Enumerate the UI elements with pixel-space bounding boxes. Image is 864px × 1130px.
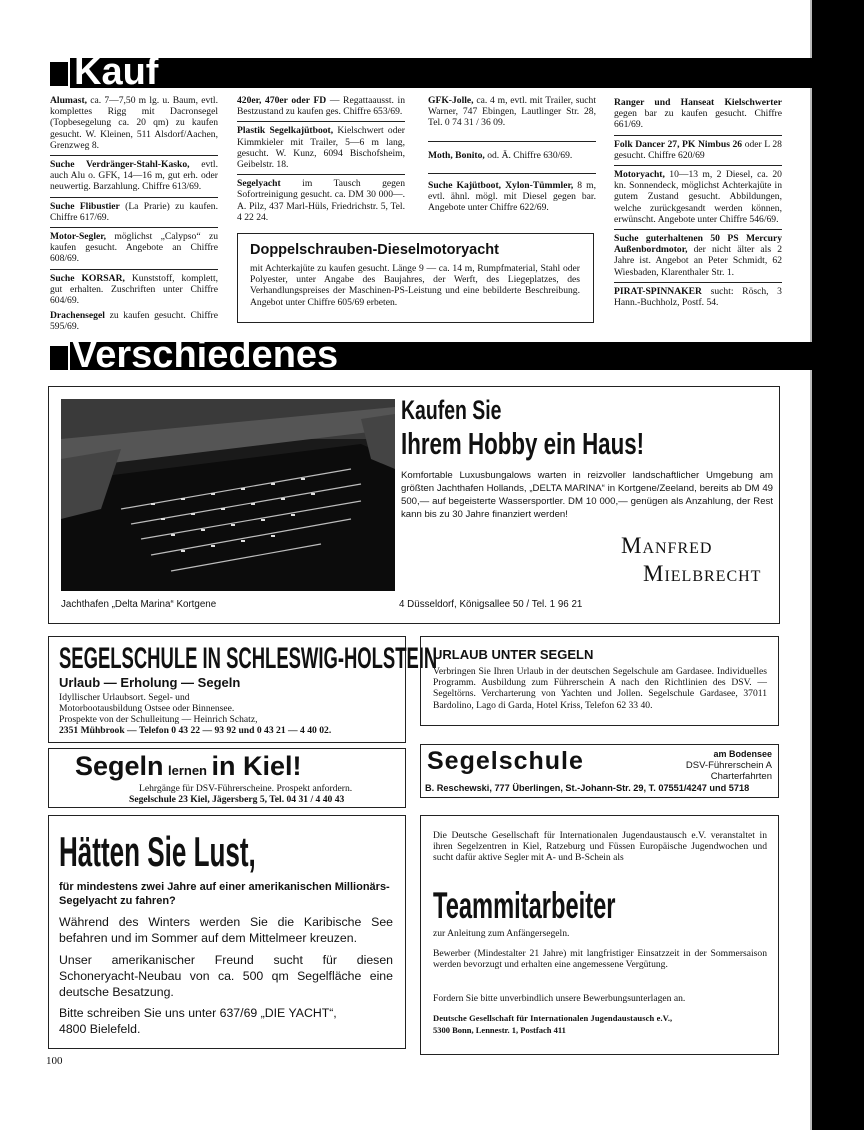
ad-title: Doppelschrauben-Dieselmotoryacht: [250, 242, 499, 258]
classified-ad: 420er, 470er oder FD — Regattaausst. in Bestzustand zu kaufen ges. Chiffre 653/69.: [237, 95, 405, 118]
ad-title: Segelschule: [427, 747, 584, 775]
ad-intro: Die Deutsche Gesellschaft für Internationalen Jugendaustausch e.V. veranstaltet in ihren Segelzentren in Kiel, Ratzeburg und Füssen Europäische Jugendwochen und sucht dafür aktive Segler mit A- und B-Schein als: [433, 830, 767, 864]
ad-title: Teammitarbeiter: [433, 885, 616, 926]
ad-text: Prospekte von der Schulleitung — Heinrich Schatz,: [59, 714, 258, 725]
ad-text: am Bodensee: [713, 749, 772, 759]
ad-text: Lehrgänge für DSV-Führerscheine. Prospekt anfordern.: [139, 783, 353, 794]
ad-text: DSV-Führerschein A: [685, 760, 772, 771]
classified-ad: GFK-Jolle, ca. 4 m, evtl. mit Trailer, sucht Warner, 747 Ebingen, Lautlinger Str. 28, Tel. 0 74 31 / 36 09.: [428, 95, 596, 129]
page-edge-line: [810, 0, 812, 1130]
page-number: 100: [46, 1055, 63, 1067]
schleswig-holstein-ad: [48, 636, 438, 743]
ad-text: Idyllischer Urlaubsort. Segel- und: [59, 692, 190, 703]
ad-text: zur Anleitung zum Anfängersegeln.: [433, 928, 570, 939]
classified-ad: Suche Kajütboot, Xylon-Tümmler, 8 m, evtl. ähnl. mögl. mit Diesel gegen bar. Angebote unter Chiffre 622/69.: [428, 179, 596, 214]
section-marker: [50, 62, 68, 86]
ad-text: Motorbootausbildung Ostsee oder Binnensee.: [59, 703, 235, 714]
delta-marina-ad: [48, 386, 780, 624]
classified-ad: Suche KORSAR, Kunststoff, komplett, gut erhalten. Zuschriften unter Chiffre 604/69.: [50, 272, 219, 307]
ad-lead: für mindestens zwei Jahre auf einer amerikanischen Millionärs-Segelyacht zu fahren?: [59, 881, 390, 907]
ad-text: 4800 Bielefeld.: [59, 1022, 141, 1036]
ad-text: Charterfahrten: [710, 771, 772, 782]
ad-title: SEGELSCHULE IN SCHLESWIG-HOLSTEIN: [59, 642, 438, 675]
hatten-sie-lust-ad: [48, 815, 406, 1049]
classified-ad: Motor-Segler, möglichst „Calypso“ zu kaufen gesucht. Angebote an Chiffre 608/69.: [50, 231, 218, 265]
page-edge: [812, 0, 864, 1130]
kauf-header-bar: [70, 58, 812, 88]
classified-ad: Folk Dancer 27, PK Nimbus 26 oder L 28 gesucht. Chiffre 620/69: [614, 138, 782, 161]
classified-ad: Alumast, ca. 7—7,50 m lg. u. Baum, evtl. komplettes Rigg mit Dacronsegel (Topbesegelung ca. 20 qm) zu kaufen gesucht. W. Kleinen, 511 Alsdorf/Aachen, Grenzweg 8.: [50, 95, 218, 151]
segelschule-bodensee-ad: [420, 744, 779, 798]
ad-text: Bewerber (Mindestalter 21 Jahre) mit langfristiger Einsatzzeit in der Sommersaison werden bevorzugt und erhalten eine angemessene Vergütung.: [433, 948, 767, 971]
kauf-column-2: [237, 95, 405, 227]
kauf-column-4: [614, 97, 782, 312]
classified-ad: Suche Verdränger-Stahl-Kasko, evtl. auch Alu o. GFK, 14—16 m, gut erh. oder neuwertig. Barzahlung. Chiffre 613/69.: [50, 159, 218, 193]
ad-address: Deutsche Gesellschaft für Internationalen Jugendaustausch e.V.,: [433, 1013, 673, 1023]
kiel-headline: Segeln lernen in Kiel!: [75, 751, 302, 781]
ad-address: B. Reschewski, 777 Überlingen, St.-Johann-Str. 29, T. 07551/4247 und 5718: [425, 783, 750, 793]
urlaub-unter-segeln-ad: [420, 636, 779, 726]
classified-ad: Suche guterhaltenen 50 PS Mercury Außenbordmotor, der nicht älter als 2 Jahre ist. Angebot an Peter Schmidt, 62 Wiesbaden, Klarenthaler Str. 1.: [614, 233, 782, 278]
hobby-body: Komfortable Luxusbungalows warten in reizvoller landschaftlicher Umgebung am größten Jachthafen Hollands, „DELTA MARINA“ in Kortgene/Zeeland, bereits ab DM 49 500,— auf begeisterte Wassersportler. DM 10 000,— genügen als Anzahlung, der Rest kann bis zu 30 Jahre finanziert werden!: [401, 470, 773, 520]
classified-ad: Segelyacht im Tausch gegen Sofortreinigung gesucht. ca. DM 30 000—. A. Pilz, 437 Marl-Hüls, Friedrichstr. 5, Tel. 4 22 24.: [237, 178, 405, 223]
advertiser-address: 4 Düsseldorf, Königsallee 50 / Tel. 1 96 21: [399, 599, 583, 610]
classified-ad: PIRAT-SPINNAKER sucht: Rösch, 3 Hann.-Buchholz, Postf. 54.: [614, 285, 782, 309]
kauf-heading: Kauf: [74, 51, 159, 93]
ad-text: Segelschule 23 Kiel, Jägersberg 5, Tel. 04 31 / 4 40 43: [129, 794, 345, 805]
kauf-column-3: [428, 95, 596, 217]
ad-subtitle: Urlaub — Erholung — Segeln: [59, 675, 241, 690]
classified-ad: Ranger und Hanseat Kielschwerter gegen bar zu kaufen gesucht. Chiffre 661/69.: [614, 97, 782, 131]
doppelschrauben-ad: [237, 233, 594, 323]
section-marker: [50, 346, 68, 370]
marina-aerial-photo: [61, 399, 395, 591]
verschiedenes-heading: Verschiedenes: [72, 334, 339, 376]
ad-address: 5300 Bonn, Lennestr. 1, Postfach 411: [433, 1025, 566, 1035]
ad-text: Unser amerikanischer Freund sucht für diesen Schoneryacht-Neubau von ca. 500 qm Segelfläche eine deutsche Besatzung.: [59, 953, 393, 999]
classified-ad: Suche Flibustier (La Prarie) zu kaufen. Chiffre 617/69.: [50, 200, 218, 223]
advertiser-name-2: Mielbrecht: [643, 561, 762, 586]
kauf-column-1: [50, 95, 218, 337]
hobby-headline-1: Kaufen Sie: [401, 395, 502, 425]
ad-text: mit Achterkajüte zu kaufen gesucht. Länge 9 — ca. 14 m, Rumpfmaterial, Stahl oder Polyester, unter Angabe des Baujahres, der Werft, des Liegeplatzes, des Verhandlungspreises der Maschinen-PS-Leistung und eine bebilderte Beschreibung. Angebot unter Chiffre 605/69 erbeten.: [250, 263, 580, 308]
advertiser-name-1: Manfred: [621, 533, 713, 558]
ad-text: Verbringen Sie Ihren Urlaub in der deutschen Segelschule am Gardasee. Individuelles Programm. Ausbildung zum Führerschein A nach den Richtlinien des DSV. — Segeltörns. Vercharterung von Yachten und Jollen. Segelschule Gardasee, 37011 Bardolino, Lago di Garda, Hotel Kriss, Telefon 62 33 40.: [433, 666, 767, 711]
ad-text: Fordern Sie bitte unverbindlich unsere Bewerbungsunterlagen an.: [433, 993, 686, 1004]
ad-title: URLAUB UNTER SEGELN: [433, 647, 594, 662]
classified-ad: Drachensegel zu kaufen gesucht. Chiffre 595/69.: [50, 310, 218, 333]
hobby-headline-2: Ihrem Hobby ein Haus!: [401, 426, 645, 461]
photo-caption: Jachthafen „Delta Marina“ Kortgene: [61, 599, 217, 610]
segeln-kiel-ad: [48, 748, 406, 808]
classified-ad: Plastik Segelkajütboot, Kielschwert oder Kimmkieler mit Trailer, 5—6 m lang, gesucht. W. Kunz, 6094 Bischofsheim, Geibelstr. 18.: [237, 125, 405, 171]
classified-ad: Moth, Bonito, od. Ä. Chiffre 630/69.: [428, 149, 573, 161]
ad-text: 2351 Mühbrook — Telefon 0 43 22 — 93 92 und 0 43 21 — 4 40 02.: [59, 725, 332, 736]
classified-ad: Motoryacht, 10—13 m, 2 Diesel, ca. 20 kn. Sonnendeck, möglichst Achterkajüte in gutem Zustand gesucht. Abbildungen, welche zurückgesandt werden können, erwünscht. Angebote unter Chiffre 546/69.: [614, 169, 782, 225]
ad-title: Hätten Sie Lust,: [59, 828, 256, 875]
ad-text: Bitte schreiben Sie uns unter 637/69 „DIE YACHT“,: [59, 1006, 337, 1020]
ad-text: Während des Winters werden Sie die Karibische See befahren und im Sommer auf dem Mittelmeer kreuzen.: [59, 915, 393, 945]
teammitarbeiter-ad: [420, 815, 779, 1055]
